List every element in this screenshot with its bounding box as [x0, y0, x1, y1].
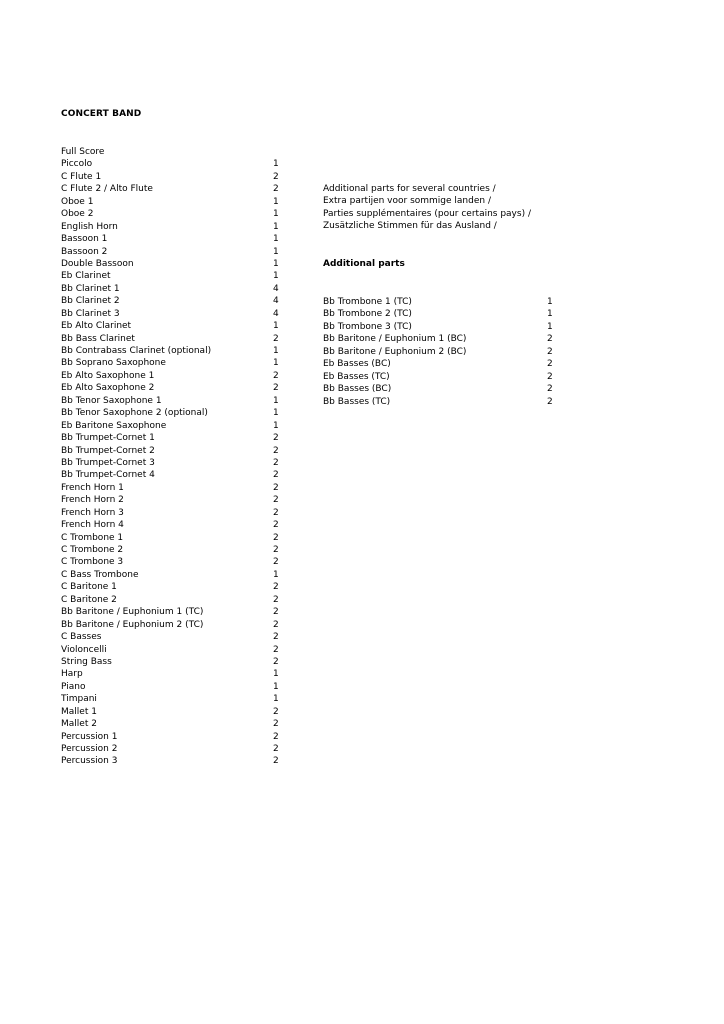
part-quantity: 2	[273, 582, 279, 593]
part-name: Eb Basses (BC)	[323, 359, 391, 370]
part-quantity: 1	[273, 258, 279, 269]
part-name: Double Bassoon	[61, 258, 134, 269]
part-name: Bb Baritone / Euphonium 2 (TC)	[61, 619, 204, 630]
part-quantity: 2	[273, 457, 279, 468]
instrument-row	[61, 233, 291, 245]
part-quantity: 1	[273, 159, 279, 170]
additional-part-row	[323, 321, 563, 333]
part-quantity: 1	[273, 209, 279, 220]
instrument-row	[61, 743, 291, 755]
part-quantity: 2	[547, 346, 553, 357]
part-name: French Horn 4	[61, 520, 124, 531]
part-quantity: 2	[273, 383, 279, 394]
instrument-row	[61, 569, 291, 581]
instrument-row	[61, 395, 291, 407]
part-name: Bassoon 1	[61, 234, 108, 245]
instrument-row	[61, 283, 291, 295]
part-name: Bassoon 2	[61, 246, 108, 257]
part-name: C Basses	[61, 632, 102, 643]
instrument-row	[61, 556, 291, 568]
part-name: Bb Trumpet-Cornet 2	[61, 445, 155, 456]
part-name: Bb Basses (BC)	[323, 384, 392, 395]
part-quantity: 1	[273, 346, 279, 356]
instrument-row	[61, 656, 291, 668]
part-quantity: 1	[273, 681, 279, 692]
part-quantity: 2	[273, 557, 279, 568]
part-quantity: 1	[273, 196, 279, 207]
part-name: C Flute 2 / Alto Flute	[61, 184, 153, 195]
additional-parts-heading: Additional parts	[323, 259, 405, 269]
instrument-row	[61, 320, 291, 332]
part-quantity: 2	[547, 334, 553, 345]
part-name: Bb Clarinet 1	[61, 283, 120, 294]
part-name: C Trombone 2	[61, 545, 124, 555]
part-name: Piccolo	[61, 159, 93, 170]
instrument-row	[61, 668, 291, 680]
note-line: Additional parts for several countries /	[323, 184, 496, 194]
part-name: French Horn 1	[61, 482, 124, 493]
additional-part-row	[323, 296, 563, 308]
part-name: Bb Trombone 1 (TC)	[323, 297, 412, 307]
instrument-row	[61, 158, 291, 170]
part-quantity: 2	[273, 719, 279, 730]
part-quantity: 2	[547, 384, 553, 395]
part-quantity: 1	[273, 669, 279, 680]
part-name: Oboe 2	[61, 209, 94, 220]
instrument-row	[61, 755, 291, 767]
part-name: Bb Soprano Saxophone	[61, 358, 166, 369]
part-quantity: 1	[273, 569, 279, 580]
part-quantity: 2	[547, 359, 553, 370]
part-quantity: 2	[273, 520, 279, 531]
additional-part-row	[323, 346, 563, 358]
additional-parts-notes	[323, 183, 531, 233]
instrument-row	[61, 183, 291, 195]
part-name: C Baritone 2	[61, 594, 117, 605]
part-name: Bb Baritone / Euphonium 1 (TC)	[61, 607, 204, 618]
page-heading: CONCERT BAND	[61, 109, 142, 119]
part-name: Bb Bass Clarinet	[61, 333, 135, 344]
part-quantity: 1	[273, 408, 279, 419]
part-name: Violoncelli	[61, 644, 107, 655]
part-name: Percussion 3	[61, 756, 118, 767]
part-name: French Horn 3	[61, 507, 124, 518]
note-line: Zusätzliche Stimmen für das Ausland /	[323, 221, 497, 232]
additional-part-row	[323, 383, 563, 395]
instrument-row	[61, 196, 291, 208]
part-quantity: 2	[273, 607, 279, 618]
additional-part-row	[323, 371, 563, 383]
part-quantity: 4	[273, 296, 279, 307]
part-quantity: 4	[273, 283, 279, 294]
part-quantity: 1	[273, 694, 279, 705]
part-quantity: 4	[273, 308, 279, 319]
part-quantity: 2	[273, 706, 279, 717]
part-name: Oboe 1	[61, 196, 94, 207]
part-name: C Flute 1	[61, 171, 102, 182]
part-name: Bb Clarinet 2	[61, 296, 120, 307]
instrument-row	[61, 345, 291, 357]
instrument-row	[61, 469, 291, 481]
instrument-row	[61, 208, 291, 220]
instrument-row	[61, 295, 291, 307]
part-name: Bb Trumpet-Cornet 4	[61, 470, 155, 481]
part-name: C Bass Trombone	[61, 569, 139, 580]
instrument-row	[61, 445, 291, 457]
part-quantity: 2	[273, 470, 279, 481]
part-quantity: 2	[273, 370, 279, 381]
part-name: Full Score	[61, 147, 105, 157]
part-name: Eb Baritone Saxophone	[61, 420, 167, 431]
instrument-row	[61, 718, 291, 730]
part-name: Eb Basses (TC)	[323, 371, 390, 382]
part-name: Bb Trombone 3 (TC)	[323, 321, 412, 332]
instrument-row	[61, 146, 291, 158]
instrument-row	[61, 693, 291, 705]
part-name: Timpani	[61, 694, 97, 705]
part-quantity: 1	[273, 221, 279, 232]
part-quantity: 2	[273, 644, 279, 655]
part-name: Bb Baritone / Euphonium 1 (BC)	[323, 334, 467, 345]
instrument-row	[61, 171, 291, 183]
part-name: Bb Trumpet-Cornet 1	[61, 433, 155, 444]
instrument-row	[61, 333, 291, 345]
part-quantity: 2	[273, 619, 279, 630]
part-name: English Horn	[61, 221, 118, 232]
part-name: Percussion 1	[61, 731, 118, 742]
part-name: Bb Tenor Saxophone 1	[61, 395, 162, 406]
part-name: String Bass	[61, 656, 112, 667]
part-name: Percussion 2	[61, 744, 118, 754]
instrument-row	[61, 594, 291, 606]
instrument-row	[61, 619, 291, 631]
note-line: Extra partijen voor sommige landen /	[323, 196, 491, 207]
instrument-row	[61, 731, 291, 743]
part-quantity: 2	[273, 507, 279, 518]
part-quantity: 2	[273, 495, 279, 506]
part-quantity: 2	[547, 371, 553, 382]
additional-parts-list	[323, 296, 563, 408]
instrument-row	[61, 644, 291, 656]
part-quantity: 2	[273, 532, 279, 543]
instrument-row	[61, 519, 291, 531]
instrument-row	[61, 270, 291, 282]
part-quantity: 1	[547, 321, 553, 332]
instrument-row	[61, 532, 291, 544]
instrument-row	[61, 606, 291, 618]
part-quantity: 2	[273, 756, 279, 767]
part-name: Bb Baritone / Euphonium 2 (BC)	[323, 346, 467, 357]
instrument-row	[61, 382, 291, 394]
part-quantity: 1	[547, 309, 553, 320]
part-name: C Baritone 1	[61, 582, 117, 593]
part-name: Bb Trumpet-Cornet 3	[61, 457, 155, 468]
instrument-row	[61, 482, 291, 494]
part-quantity: 1	[273, 420, 279, 431]
part-quantity: 1	[273, 321, 279, 332]
part-name: Bb Tenor Saxophone 2 (optional)	[61, 408, 208, 419]
instrument-row	[61, 681, 291, 693]
instrument-row	[61, 370, 291, 382]
instrument-row	[61, 631, 291, 643]
part-quantity: 1	[273, 395, 279, 406]
part-name: Bb Trombone 2 (TC)	[323, 309, 412, 320]
part-quantity: 1	[547, 297, 553, 307]
note-line: Parties supplémentaires (pour certains pays) /	[323, 208, 531, 219]
additional-part-row	[323, 358, 563, 370]
part-name: French Horn 2	[61, 495, 124, 506]
part-quantity: 2	[273, 731, 279, 742]
part-name: Eb Alto Saxophone 2	[61, 383, 155, 394]
part-quantity: 2	[273, 656, 279, 667]
part-quantity: 2	[273, 433, 279, 444]
instrument-row	[61, 494, 291, 506]
part-quantity: 2	[547, 396, 553, 407]
part-name: Harp	[61, 669, 83, 680]
instrument-row	[61, 258, 291, 270]
additional-part-row	[323, 308, 563, 320]
instrument-row	[61, 432, 291, 444]
instrumentation-list	[61, 146, 291, 768]
instrument-row	[61, 221, 291, 233]
part-quantity: 2	[273, 445, 279, 456]
part-name: Bb Contrabass Clarinet (optional)	[61, 346, 212, 356]
instrument-row	[61, 581, 291, 593]
additional-part-row	[323, 333, 563, 345]
part-name: Eb Alto Saxophone 1	[61, 370, 155, 381]
part-name: C Trombone 1	[61, 532, 124, 543]
part-name: Piano	[61, 681, 86, 692]
part-quantity: 2	[273, 171, 279, 182]
part-name: Mallet 1	[61, 706, 97, 717]
part-name: Bb Clarinet 3	[61, 308, 120, 319]
part-name: Eb Clarinet	[61, 271, 111, 282]
instrument-row	[61, 507, 291, 519]
part-name: C Trombone 3	[61, 557, 124, 568]
part-quantity: 2	[273, 482, 279, 493]
part-name: Eb Alto Clarinet	[61, 321, 132, 332]
part-quantity: 2	[273, 632, 279, 643]
additional-part-row	[323, 396, 563, 408]
part-name: Bb Basses (TC)	[323, 396, 391, 407]
part-quantity: 2	[273, 545, 279, 555]
part-quantity: 2	[273, 594, 279, 605]
instrument-row	[61, 407, 291, 419]
instrument-row	[61, 706, 291, 718]
part-quantity: 1	[273, 271, 279, 282]
part-quantity: 2	[273, 744, 279, 754]
instrument-row	[61, 457, 291, 469]
instrument-row	[61, 544, 291, 556]
part-quantity: 1	[273, 234, 279, 245]
part-quantity: 1	[273, 358, 279, 369]
instrument-row	[61, 246, 291, 258]
part-quantity: 2	[273, 184, 279, 195]
part-quantity: 2	[273, 333, 279, 344]
instrument-row	[61, 308, 291, 320]
part-quantity: 1	[273, 246, 279, 257]
instrument-row	[61, 420, 291, 432]
instrument-row	[61, 357, 291, 369]
part-name: Mallet 2	[61, 719, 97, 730]
part-quantity	[273, 146, 285, 158]
